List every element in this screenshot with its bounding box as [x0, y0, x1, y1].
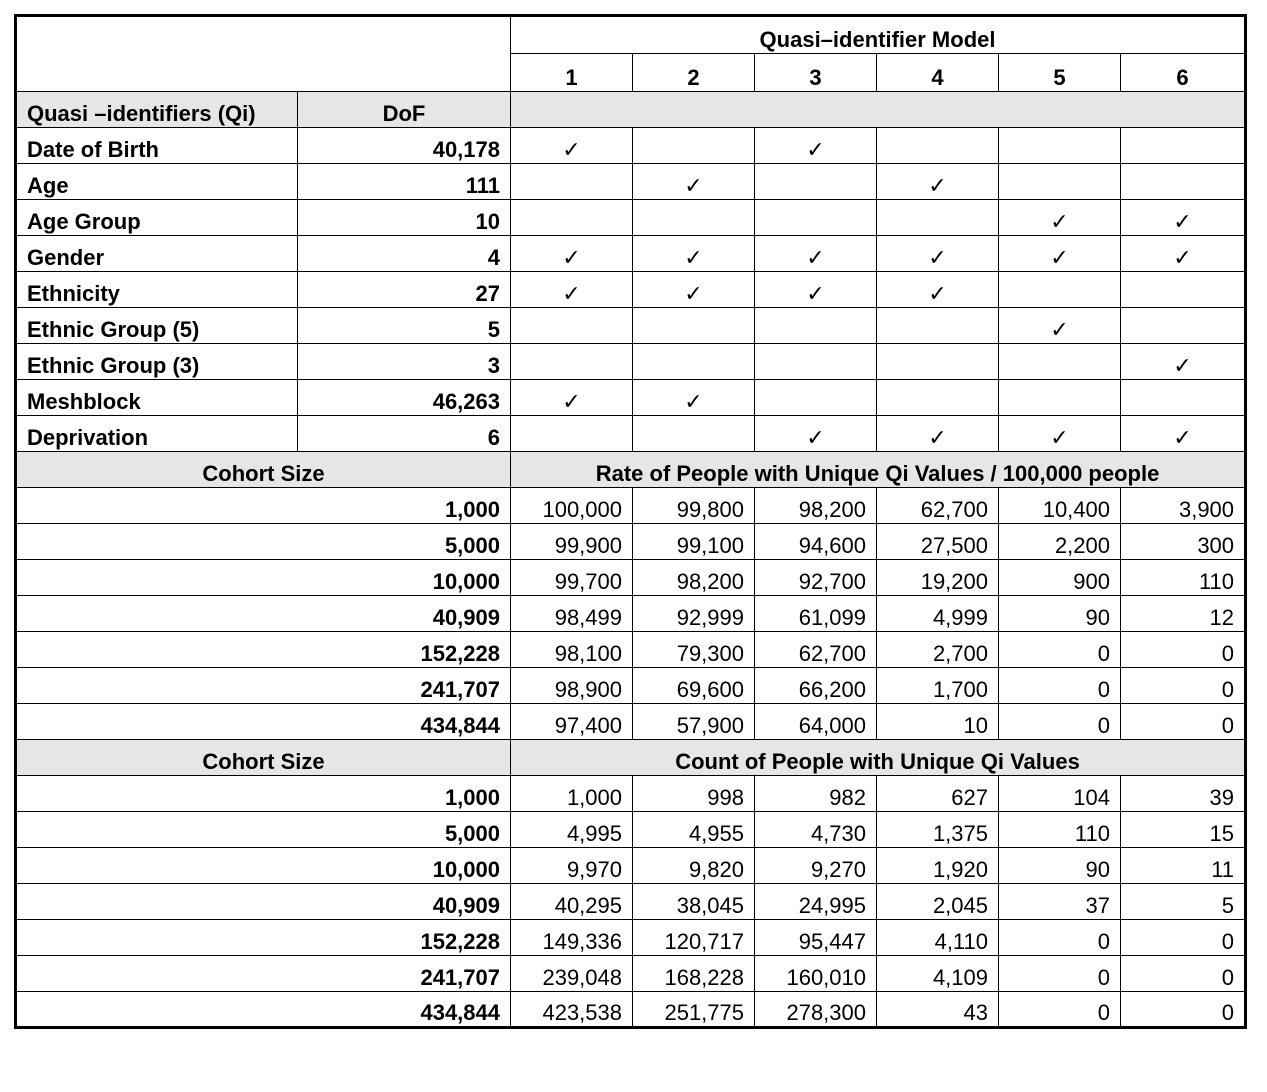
model-value-cell: 239,048: [511, 956, 633, 992]
model-value-cell: 100,000: [511, 488, 633, 524]
model-value-cell: 0: [1121, 668, 1246, 704]
model-value-cell: 0: [1121, 632, 1246, 668]
check-icon: ✓: [633, 272, 755, 308]
model-value-cell: 99,700: [511, 560, 633, 596]
count-section-header-row: [16, 740, 1246, 776]
check-icon: ✓: [1121, 200, 1246, 236]
model-value-cell: 62,700: [877, 488, 999, 524]
qi-row: [16, 200, 1246, 236]
check-icon: ✓: [877, 272, 999, 308]
model-value-cell: 57,900: [633, 704, 755, 740]
empty-model-cell: [999, 344, 1121, 380]
check-icon: ✓: [633, 164, 755, 200]
model-number-header: 3: [755, 54, 877, 92]
model-value-cell: 4,995: [511, 812, 633, 848]
empty-model-cell: [511, 344, 633, 380]
table-row: [16, 704, 1246, 740]
model-value-cell: 61,099: [755, 596, 877, 632]
model-value-cell: 99,100: [633, 524, 755, 560]
qi-dof: 3: [298, 344, 511, 380]
model-value-cell: 982: [755, 776, 877, 812]
model-number-header: 4: [877, 54, 999, 92]
qi-header-blank: [511, 92, 1246, 128]
model-value-cell: 1,700: [877, 668, 999, 704]
qi-name: Date of Birth: [16, 128, 298, 164]
empty-model-cell: [877, 200, 999, 236]
model-value-cell: 15: [1121, 812, 1246, 848]
model-value-cell: 0: [999, 668, 1121, 704]
empty-model-cell: [511, 308, 633, 344]
model-value-cell: 160,010: [755, 956, 877, 992]
model-value-cell: 1,000: [511, 776, 633, 812]
model-value-cell: 97,400: [511, 704, 633, 740]
qi-row: [16, 128, 1246, 164]
model-value-cell: 37: [999, 884, 1121, 920]
empty-model-cell: [999, 164, 1121, 200]
model-value-cell: 423,538: [511, 992, 633, 1028]
table-row: [16, 668, 1246, 704]
check-icon: ✓: [999, 236, 1121, 272]
qi-row: [16, 308, 1246, 344]
section-title: Rate of People with Unique Qi Values / 100,000 people: [511, 452, 1246, 488]
empty-model-cell: [511, 200, 633, 236]
cohort-size-value: 5,000: [16, 812, 511, 848]
model-value-cell: 9,270: [755, 848, 877, 884]
check-icon: ✓: [1121, 236, 1246, 272]
model-number-header: 6: [1121, 54, 1246, 92]
empty-model-cell: [1121, 308, 1246, 344]
model-value-cell: 1,375: [877, 812, 999, 848]
model-value-cell: 12: [1121, 596, 1246, 632]
check-icon: ✓: [755, 236, 877, 272]
table-row: [16, 848, 1246, 884]
qi-row: [16, 164, 1246, 200]
cohort-size-value: 10,000: [16, 560, 511, 596]
empty-model-cell: [999, 128, 1121, 164]
qi-name: Meshblock: [16, 380, 298, 416]
check-icon: ✓: [1121, 344, 1246, 380]
model-value-cell: 40,295: [511, 884, 633, 920]
check-icon: ✓: [877, 236, 999, 272]
empty-model-cell: [633, 200, 755, 236]
model-value-cell: 104: [999, 776, 1121, 812]
model-value-cell: 90: [999, 596, 1121, 632]
check-icon: ✓: [511, 236, 633, 272]
blank-corner-cell: [16, 16, 511, 92]
model-value-cell: 9,820: [633, 848, 755, 884]
model-value-cell: 278,300: [755, 992, 877, 1028]
qi-name: Ethnicity: [16, 272, 298, 308]
model-value-cell: 4,110: [877, 920, 999, 956]
model-value-cell: 0: [1121, 920, 1246, 956]
empty-model-cell: [877, 128, 999, 164]
table-row: [16, 632, 1246, 668]
section-title: Count of People with Unique Qi Values: [511, 740, 1246, 776]
model-value-cell: 0: [999, 920, 1121, 956]
model-value-cell: 251,775: [633, 992, 755, 1028]
qi-name: Deprivation: [16, 416, 298, 452]
check-icon: ✓: [755, 272, 877, 308]
empty-model-cell: [1121, 164, 1246, 200]
model-value-cell: 98,900: [511, 668, 633, 704]
model-value-cell: 1,920: [877, 848, 999, 884]
model-value-cell: 120,717: [633, 920, 755, 956]
model-value-cell: 11: [1121, 848, 1246, 884]
model-value-cell: 0: [999, 632, 1121, 668]
check-icon: ✓: [1121, 416, 1246, 452]
empty-model-cell: [1121, 272, 1246, 308]
check-icon: ✓: [755, 128, 877, 164]
model-value-cell: 27,500: [877, 524, 999, 560]
cohort-size-value: 40,909: [16, 884, 511, 920]
check-icon: ✓: [511, 128, 633, 164]
cohort-size-value: 5,000: [16, 524, 511, 560]
empty-model-cell: [999, 272, 1121, 308]
empty-model-cell: [633, 308, 755, 344]
model-value-cell: 94,600: [755, 524, 877, 560]
check-icon: ✓: [877, 164, 999, 200]
table-row: [16, 920, 1246, 956]
empty-model-cell: [877, 380, 999, 416]
model-number-header: 2: [633, 54, 755, 92]
table-row: [16, 776, 1246, 812]
model-value-cell: 98,100: [511, 632, 633, 668]
quasi-identifier-table: [14, 14, 1247, 1029]
empty-model-cell: [877, 308, 999, 344]
empty-model-cell: [633, 128, 755, 164]
model-value-cell: 998: [633, 776, 755, 812]
model-value-cell: 98,200: [633, 560, 755, 596]
cohort-size-value: 40,909: [16, 596, 511, 632]
model-value-cell: 0: [1121, 992, 1246, 1028]
empty-model-cell: [1121, 128, 1246, 164]
check-icon: ✓: [999, 200, 1121, 236]
qi-dof: 111: [298, 164, 511, 200]
model-value-cell: 38,045: [633, 884, 755, 920]
empty-model-cell: [999, 380, 1121, 416]
cohort-size-value: 1,000: [16, 776, 511, 812]
model-value-cell: 95,447: [755, 920, 877, 956]
qi-name: Age Group: [16, 200, 298, 236]
cohort-size-value: 1,000: [16, 488, 511, 524]
table-row: [16, 524, 1246, 560]
empty-model-cell: [1121, 380, 1246, 416]
qi-row: [16, 344, 1246, 380]
check-icon: ✓: [511, 272, 633, 308]
empty-model-cell: [755, 380, 877, 416]
model-value-cell: 168,228: [633, 956, 755, 992]
qi-name: Ethnic Group (3): [16, 344, 298, 380]
table-row: [16, 812, 1246, 848]
empty-model-cell: [755, 200, 877, 236]
model-value-cell: 627: [877, 776, 999, 812]
dof-column-header: DoF: [298, 92, 511, 128]
model-value-cell: 110: [999, 812, 1121, 848]
model-value-cell: 110: [1121, 560, 1246, 596]
model-value-cell: 149,336: [511, 920, 633, 956]
qi-row: [16, 380, 1246, 416]
model-value-cell: 64,000: [755, 704, 877, 740]
model-value-cell: 2,200: [999, 524, 1121, 560]
table-row: [16, 560, 1246, 596]
model-value-cell: 92,999: [633, 596, 755, 632]
qi-row: [16, 416, 1246, 452]
empty-model-cell: [877, 344, 999, 380]
empty-model-cell: [755, 344, 877, 380]
model-value-cell: 4,730: [755, 812, 877, 848]
table-row: [16, 596, 1246, 632]
table-row: [16, 884, 1246, 920]
qi-dof: 46,263: [298, 380, 511, 416]
qi-name: Age: [16, 164, 298, 200]
model-value-cell: 0: [1121, 704, 1246, 740]
model-value-cell: 5: [1121, 884, 1246, 920]
cohort-size-value: 152,228: [16, 920, 511, 956]
table-row: [16, 992, 1246, 1028]
check-icon: ✓: [633, 380, 755, 416]
check-icon: ✓: [755, 416, 877, 452]
qi-dof: 10: [298, 200, 511, 236]
model-value-cell: 2,045: [877, 884, 999, 920]
model-value-cell: 99,900: [511, 524, 633, 560]
cohort-size-header: Cohort Size: [16, 452, 511, 488]
model-value-cell: 98,200: [755, 488, 877, 524]
model-value-cell: 43: [877, 992, 999, 1028]
empty-model-cell: [511, 416, 633, 452]
model-value-cell: 79,300: [633, 632, 755, 668]
model-value-cell: 4,955: [633, 812, 755, 848]
qi-row: [16, 236, 1246, 272]
qi-column-header: Quasi –identifiers (Qi): [16, 92, 298, 128]
model-value-cell: 19,200: [877, 560, 999, 596]
model-value-cell: 24,995: [755, 884, 877, 920]
check-icon: ✓: [877, 416, 999, 452]
qi-dof: 27: [298, 272, 511, 308]
cohort-size-value: 434,844: [16, 992, 511, 1028]
model-value-cell: 3,900: [1121, 488, 1246, 524]
check-icon: ✓: [511, 380, 633, 416]
check-icon: ✓: [633, 236, 755, 272]
check-icon: ✓: [999, 416, 1121, 452]
model-value-cell: 92,700: [755, 560, 877, 596]
model-number-header: 1: [511, 54, 633, 92]
model-value-cell: 0: [999, 992, 1121, 1028]
model-value-cell: 39: [1121, 776, 1246, 812]
empty-model-cell: [511, 164, 633, 200]
header-row-model-label: [16, 16, 1246, 54]
table-row: [16, 956, 1246, 992]
rate-section-header-row: [16, 452, 1246, 488]
empty-model-cell: [755, 164, 877, 200]
model-value-cell: 4,109: [877, 956, 999, 992]
model-value-cell: 62,700: [755, 632, 877, 668]
qi-row: [16, 272, 1246, 308]
model-value-cell: 66,200: [755, 668, 877, 704]
qi-name: Gender: [16, 236, 298, 272]
empty-model-cell: [633, 416, 755, 452]
model-value-cell: 0: [999, 956, 1121, 992]
qi-dof: 6: [298, 416, 511, 452]
table-row: [16, 488, 1246, 524]
model-value-cell: 10: [877, 704, 999, 740]
table-body: [16, 16, 1246, 1028]
model-number-header: 5: [999, 54, 1121, 92]
qi-dof: 4: [298, 236, 511, 272]
empty-model-cell: [633, 344, 755, 380]
model-value-cell: 69,600: [633, 668, 755, 704]
model-value-cell: 4,999: [877, 596, 999, 632]
model-value-cell: 900: [999, 560, 1121, 596]
cohort-size-value: 241,707: [16, 668, 511, 704]
cohort-size-value: 10,000: [16, 848, 511, 884]
cohort-size-value: 241,707: [16, 956, 511, 992]
cohort-size-value: 152,228: [16, 632, 511, 668]
model-value-cell: 90: [999, 848, 1121, 884]
model-value-cell: 99,800: [633, 488, 755, 524]
model-value-cell: 9,970: [511, 848, 633, 884]
check-icon: ✓: [999, 308, 1121, 344]
model-value-cell: 2,700: [877, 632, 999, 668]
model-value-cell: 98,499: [511, 596, 633, 632]
cohort-size-value: 434,844: [16, 704, 511, 740]
empty-model-cell: [755, 308, 877, 344]
model-value-cell: 10,400: [999, 488, 1121, 524]
model-value-cell: 300: [1121, 524, 1246, 560]
model-group-header: Quasi–identifier Model: [511, 16, 1246, 54]
qi-header-row: [16, 92, 1246, 128]
qi-name: Ethnic Group (5): [16, 308, 298, 344]
qi-dof: 5: [298, 308, 511, 344]
model-value-cell: 0: [1121, 956, 1246, 992]
qi-dof: 40,178: [298, 128, 511, 164]
cohort-size-header: Cohort Size: [16, 740, 511, 776]
model-value-cell: 0: [999, 704, 1121, 740]
